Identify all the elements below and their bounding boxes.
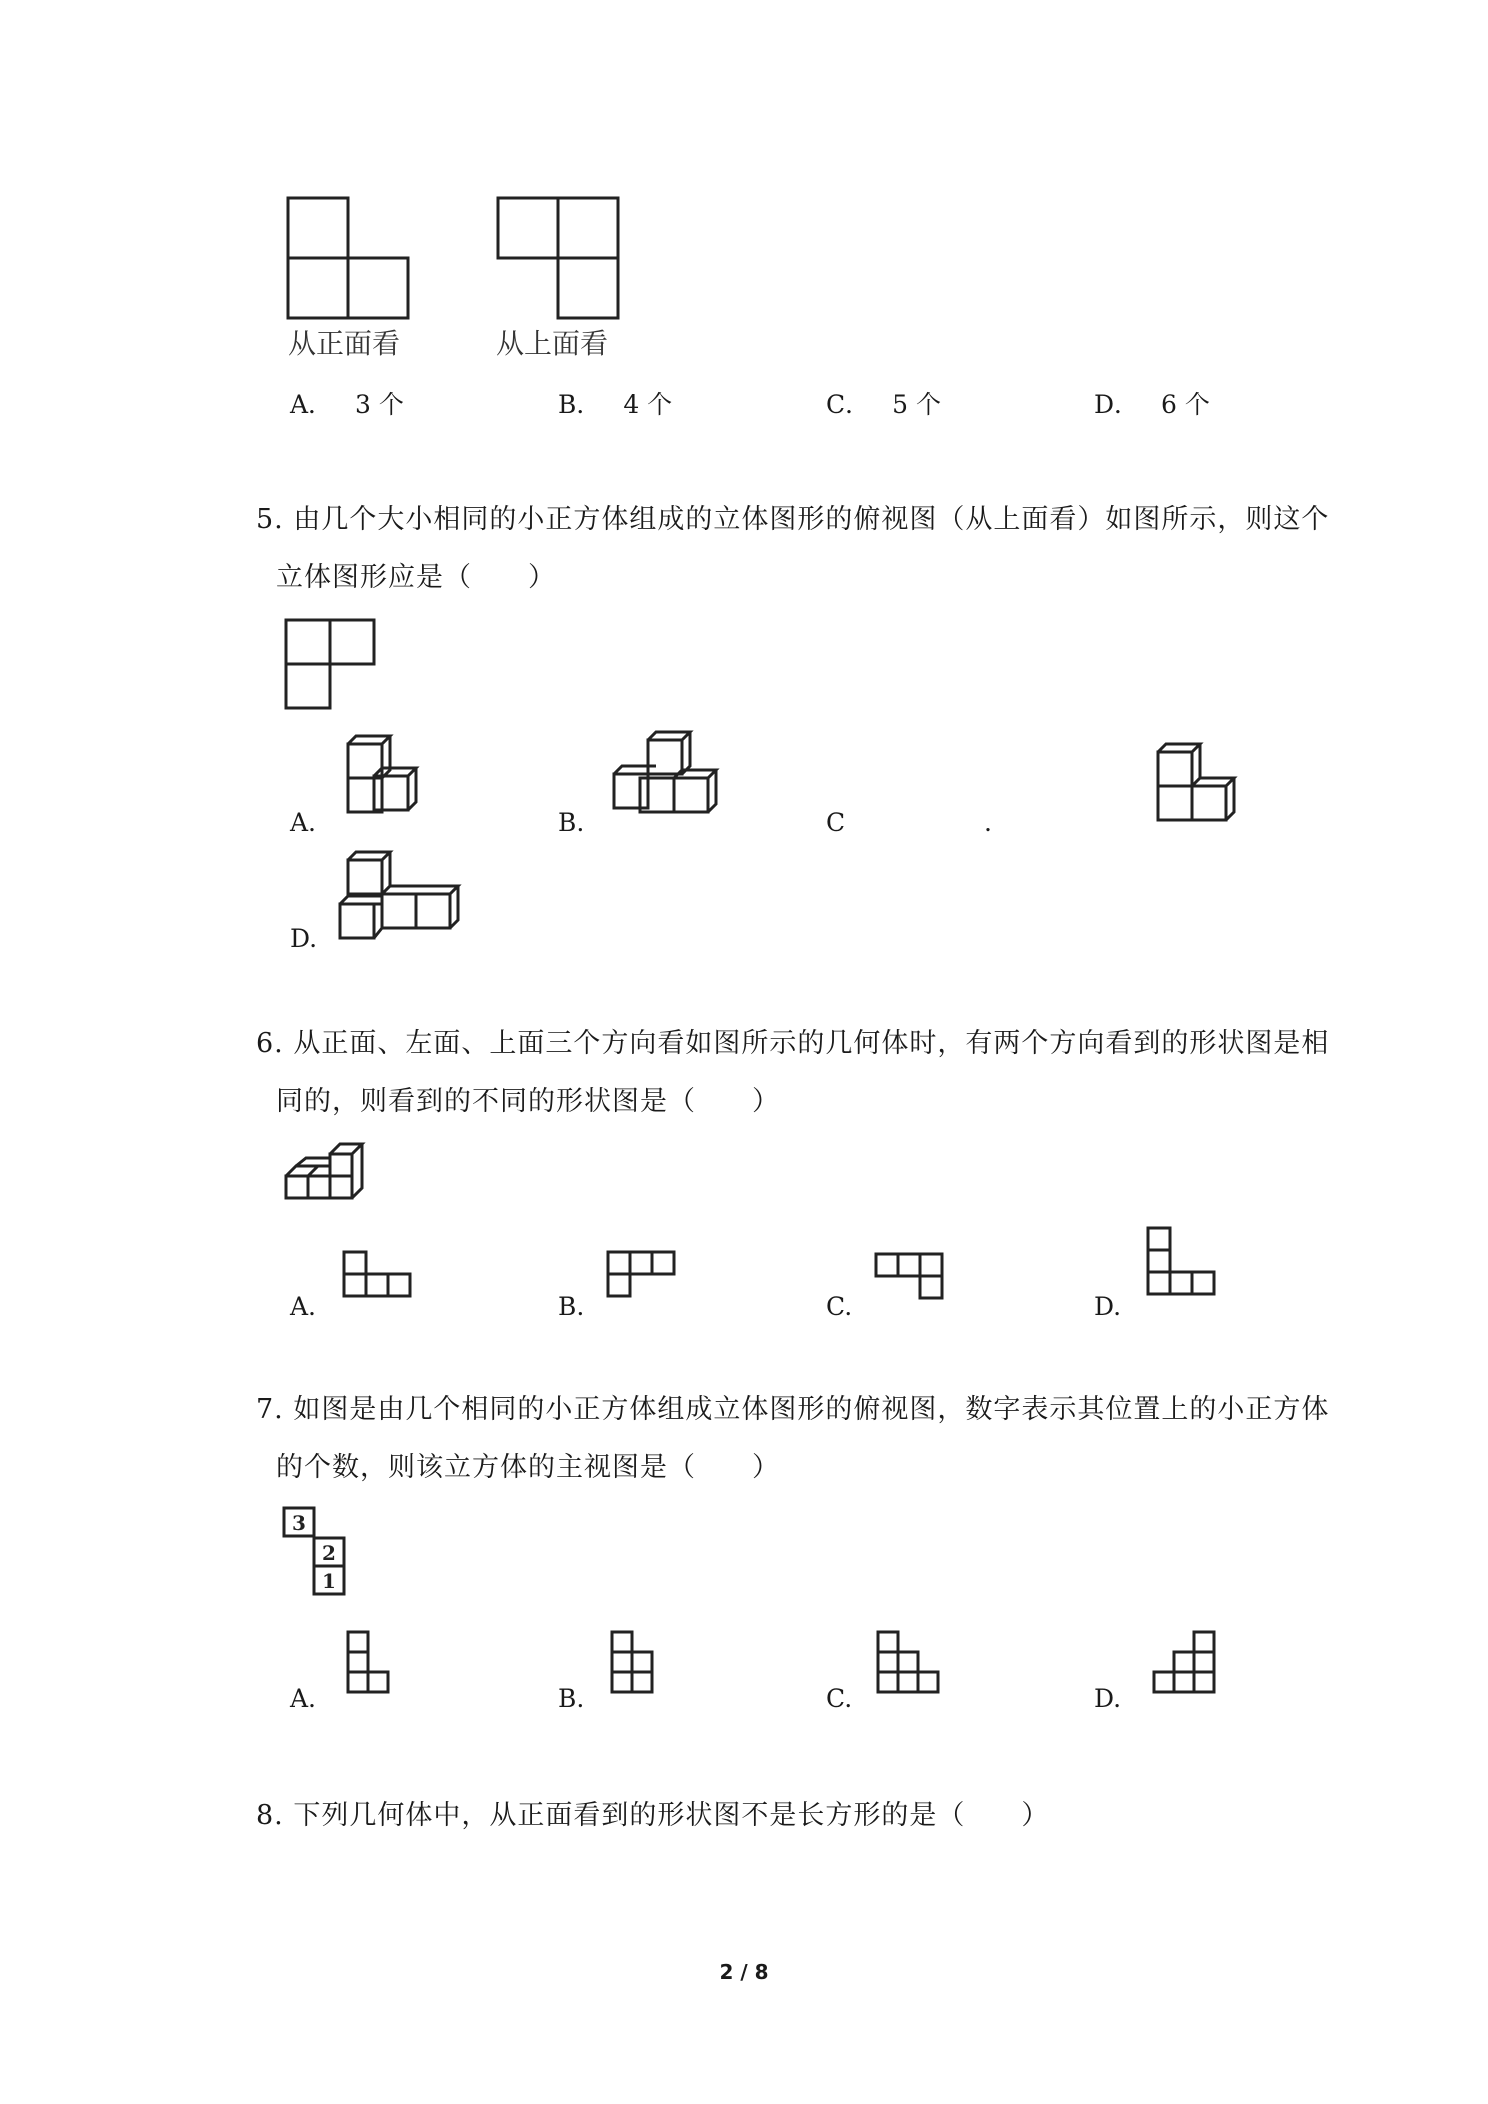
q7-option-a-figure[interactable] — [346, 1630, 396, 1702]
option-text: 3 个 — [355, 390, 404, 419]
option-letter: B． — [558, 390, 602, 419]
q6-option-c-figure[interactable] — [874, 1252, 946, 1302]
q5-option-c-dot: . — [984, 808, 992, 837]
q5-option-d-label[interactable]: D. — [290, 924, 318, 953]
grid-number-3: 3 — [292, 1511, 306, 1535]
q4-option-c[interactable] — [826, 390, 941, 420]
option-text: 4 个 — [623, 390, 673, 419]
q7-stem-line2: 的个数，则该立方体的主视图是（ ） — [276, 1452, 780, 1483]
q7-option-c-figure[interactable] — [876, 1630, 946, 1702]
q5-top-view-figure — [284, 618, 380, 714]
q6-option-b-figure[interactable] — [606, 1250, 678, 1300]
q6-stem-line2: 同的，则看到的不同的形状图是（ ） — [276, 1086, 780, 1117]
q6-solid-figure — [284, 1140, 374, 1206]
q4-top-view-figure — [496, 196, 626, 322]
q7-numbered-top-view — [282, 1506, 354, 1602]
q4-front-view-figure — [286, 196, 416, 322]
option-text: 6 个 — [1161, 390, 1210, 419]
q6-option-a-figure[interactable] — [342, 1250, 414, 1300]
grid-number-2: 2 — [322, 1541, 336, 1565]
grid-number-1: 1 — [322, 1569, 336, 1593]
q5-option-c-label[interactable]: C — [826, 808, 846, 837]
q7-stem-line1: 7. 如图是由几个相同的小正方体组成立体图形的俯视图，数字表示其位置上的小正方体 — [256, 1394, 1330, 1425]
q6-option-d-figure[interactable] — [1146, 1226, 1218, 1298]
q5-option-b-figure[interactable] — [612, 730, 722, 822]
q6-option-d-label[interactable]: D. — [1094, 1292, 1122, 1321]
q4-top-view-caption: 从上面看 — [496, 327, 609, 360]
q4-option-d[interactable] — [1094, 390, 1210, 420]
q7-option-c-label[interactable]: C. — [826, 1684, 853, 1713]
option-text: 5 个 — [892, 390, 941, 419]
q7-option-a-label[interactable]: A. — [290, 1684, 317, 1713]
q6-option-c-label[interactable]: C. — [826, 1292, 853, 1321]
q7-option-b-figure[interactable] — [610, 1630, 660, 1702]
q5-stem-line1: 5. 由几个大小相同的小正方体组成的立体图形的俯视图（从上面看）如图所示，则这个 — [256, 504, 1330, 535]
option-letter: C． — [826, 390, 871, 419]
q7-option-b-label[interactable]: B. — [558, 1684, 585, 1713]
q5-option-d-figure[interactable] — [338, 848, 468, 944]
q5-option-c-figure[interactable] — [1156, 740, 1246, 822]
q5-option-a-figure[interactable] — [346, 732, 436, 822]
page-number: 2 / 8 — [719, 1960, 769, 1984]
q6-stem-line1: 6. 从正面、左面、上面三个方向看如图所示的几何体时，有两个方向看到的形状图是相 — [256, 1028, 1330, 1059]
q5-stem-line2: 立体图形应是（ ） — [276, 562, 556, 593]
q8-stem-line1: 8. 下列几何体中，从正面看到的形状图不是长方形的是（ ） — [256, 1800, 1050, 1831]
q5-option-b-label[interactable]: B. — [558, 808, 585, 837]
q4-front-view-caption: 从正面看 — [288, 327, 401, 360]
q7-option-d-figure[interactable] — [1152, 1630, 1222, 1702]
q4-option-a[interactable] — [290, 390, 404, 420]
q6-option-a-label[interactable]: A. — [290, 1292, 317, 1321]
q7-option-d-label[interactable]: D. — [1094, 1684, 1122, 1713]
q5-option-a-label[interactable]: A. — [290, 808, 317, 837]
option-letter: A． — [290, 390, 334, 419]
q6-option-b-label[interactable]: B. — [558, 1292, 585, 1321]
q4-option-b[interactable] — [558, 390, 672, 420]
option-letter: D． — [1094, 390, 1140, 419]
